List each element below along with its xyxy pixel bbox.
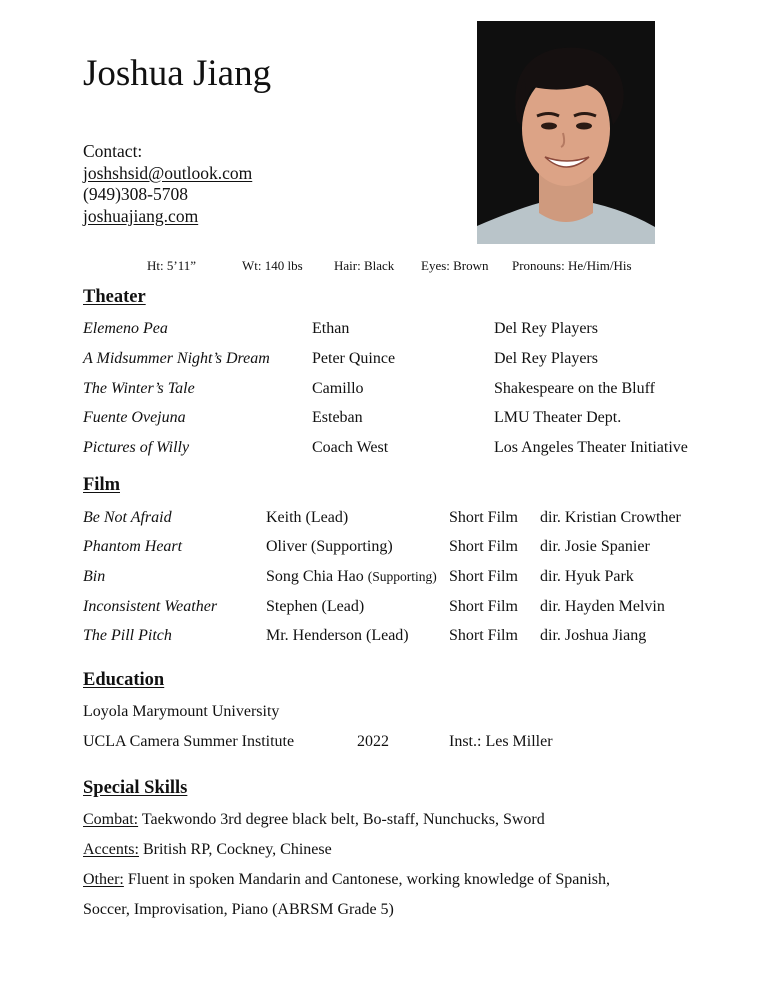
skills-other-continued: Soccer, Improvisation, Piano (ABRSM Grade 5) — [83, 901, 394, 918]
film-role-name: Mr. Henderson (Lead) — [266, 627, 409, 644]
film-role — [266, 596, 364, 618]
stat-hair: Hair: Black — [334, 258, 395, 273]
theater-title: Fuente Ovejuna — [83, 409, 186, 426]
theater-company: Del Rey Players — [494, 350, 598, 367]
film-role — [266, 536, 393, 558]
headshot-image — [477, 21, 655, 244]
film-type: Short Film — [449, 509, 518, 526]
film-director: dir. Kristian Crowther — [540, 509, 681, 526]
film-type: Short Film — [449, 538, 518, 555]
theater-row — [0, 348, 768, 370]
education-school: Loyola Marymount University — [83, 703, 280, 720]
website-link[interactable]: joshuajiang.com — [83, 205, 199, 226]
skills-other — [83, 869, 610, 891]
film-row — [0, 596, 768, 618]
skills-combat-label: Combat: — [83, 811, 139, 828]
skills-other-label: Other: — [83, 871, 124, 888]
email-link[interactable]: joshshsid@outlook.com — [83, 162, 253, 183]
film-type: Short Film — [449, 598, 518, 615]
stat-height: Ht: 5’11” — [147, 258, 196, 273]
actor-name: Joshua Jiang — [83, 53, 272, 94]
film-role — [266, 625, 409, 647]
contact-block — [83, 141, 252, 227]
theater-company: Shakespeare on the Bluff — [494, 380, 655, 397]
theater-row — [0, 437, 768, 459]
film-director: dir. Joshua Jiang — [540, 627, 647, 644]
theater-role: Ethan — [312, 320, 350, 337]
film-title: Bin — [83, 568, 106, 585]
education-instructor: Inst.: Les Miller — [449, 733, 553, 750]
theater-company: LMU Theater Dept. — [494, 409, 622, 426]
skills-accents — [83, 839, 332, 861]
skills-combat-text: Taekwondo 3rd degree black belt, Bo-staff, Nunchucks, Sword — [138, 811, 545, 828]
education-row — [0, 731, 768, 753]
education-heading: Education — [83, 670, 165, 690]
film-heading: Film — [83, 475, 120, 495]
film-role — [266, 507, 348, 529]
theater-title: Elemeno Pea — [83, 320, 168, 337]
theater-company: Del Rey Players — [494, 320, 598, 337]
stat-eyes: Eyes: Brown — [421, 258, 489, 273]
film-title: The Pill Pitch — [83, 627, 172, 644]
stat-pronouns: Pronouns: He/Him/His — [512, 258, 632, 273]
film-role-name: Oliver (Supporting) — [266, 538, 393, 555]
phone-number: (949)308-5708 — [83, 184, 188, 204]
film-row — [0, 566, 768, 588]
film-row — [0, 536, 768, 558]
theater-row — [0, 378, 768, 400]
skills-accents-label: Accents: — [83, 841, 139, 858]
film-role-name: Keith (Lead) — [266, 509, 349, 526]
education-year: 2022 — [357, 733, 389, 750]
skills-other-text: Fluent in spoken Mandarin and Cantonese, working knowledge of Spanish, — [123, 871, 611, 888]
film-director: dir. Hyuk Park — [540, 568, 634, 585]
education-program: UCLA Camera Summer Institute — [83, 733, 295, 750]
film-row — [0, 625, 768, 647]
contact-label: Contact: — [83, 141, 143, 161]
theater-heading: Theater — [83, 287, 146, 307]
film-row — [0, 507, 768, 529]
film-director: dir. Hayden Melvin — [540, 598, 665, 615]
film-type: Short Film — [449, 627, 518, 644]
headshot-photo — [477, 21, 655, 244]
theater-role: Peter Quince — [312, 350, 396, 367]
film-type: Short Film — [449, 568, 518, 585]
theater-title: Pictures of Willy — [83, 439, 190, 456]
film-role-name: Song Chia Hao — [266, 568, 368, 585]
theater-row — [0, 407, 768, 429]
theater-title: The Winter’s Tale — [83, 380, 195, 397]
skills-accents-text: British RP, Cockney, Chinese — [138, 841, 332, 858]
theater-title: A Midsummer Night’s Dream — [83, 350, 270, 367]
film-role-name: Stephen (Lead) — [266, 598, 365, 615]
film-title: Phantom Heart — [83, 538, 183, 555]
film-title: Inconsistent Weather — [83, 598, 218, 615]
theater-role: Camillo — [312, 380, 364, 397]
theater-role: Coach West — [312, 439, 389, 456]
skills-heading: Special Skills — [83, 778, 188, 798]
theater-role: Esteban — [312, 409, 363, 426]
film-role — [266, 566, 437, 588]
film-director: dir. Josie Spanier — [540, 538, 650, 555]
theater-company: Los Angeles Theater Initiative — [494, 439, 688, 456]
stat-weight: Wt: 140 lbs — [242, 258, 303, 273]
film-role-note: (Supporting) — [367, 569, 437, 584]
film-title: Be Not Afraid — [83, 509, 172, 526]
education-row — [0, 701, 768, 723]
theater-row — [0, 318, 768, 340]
skills-combat — [83, 809, 545, 831]
